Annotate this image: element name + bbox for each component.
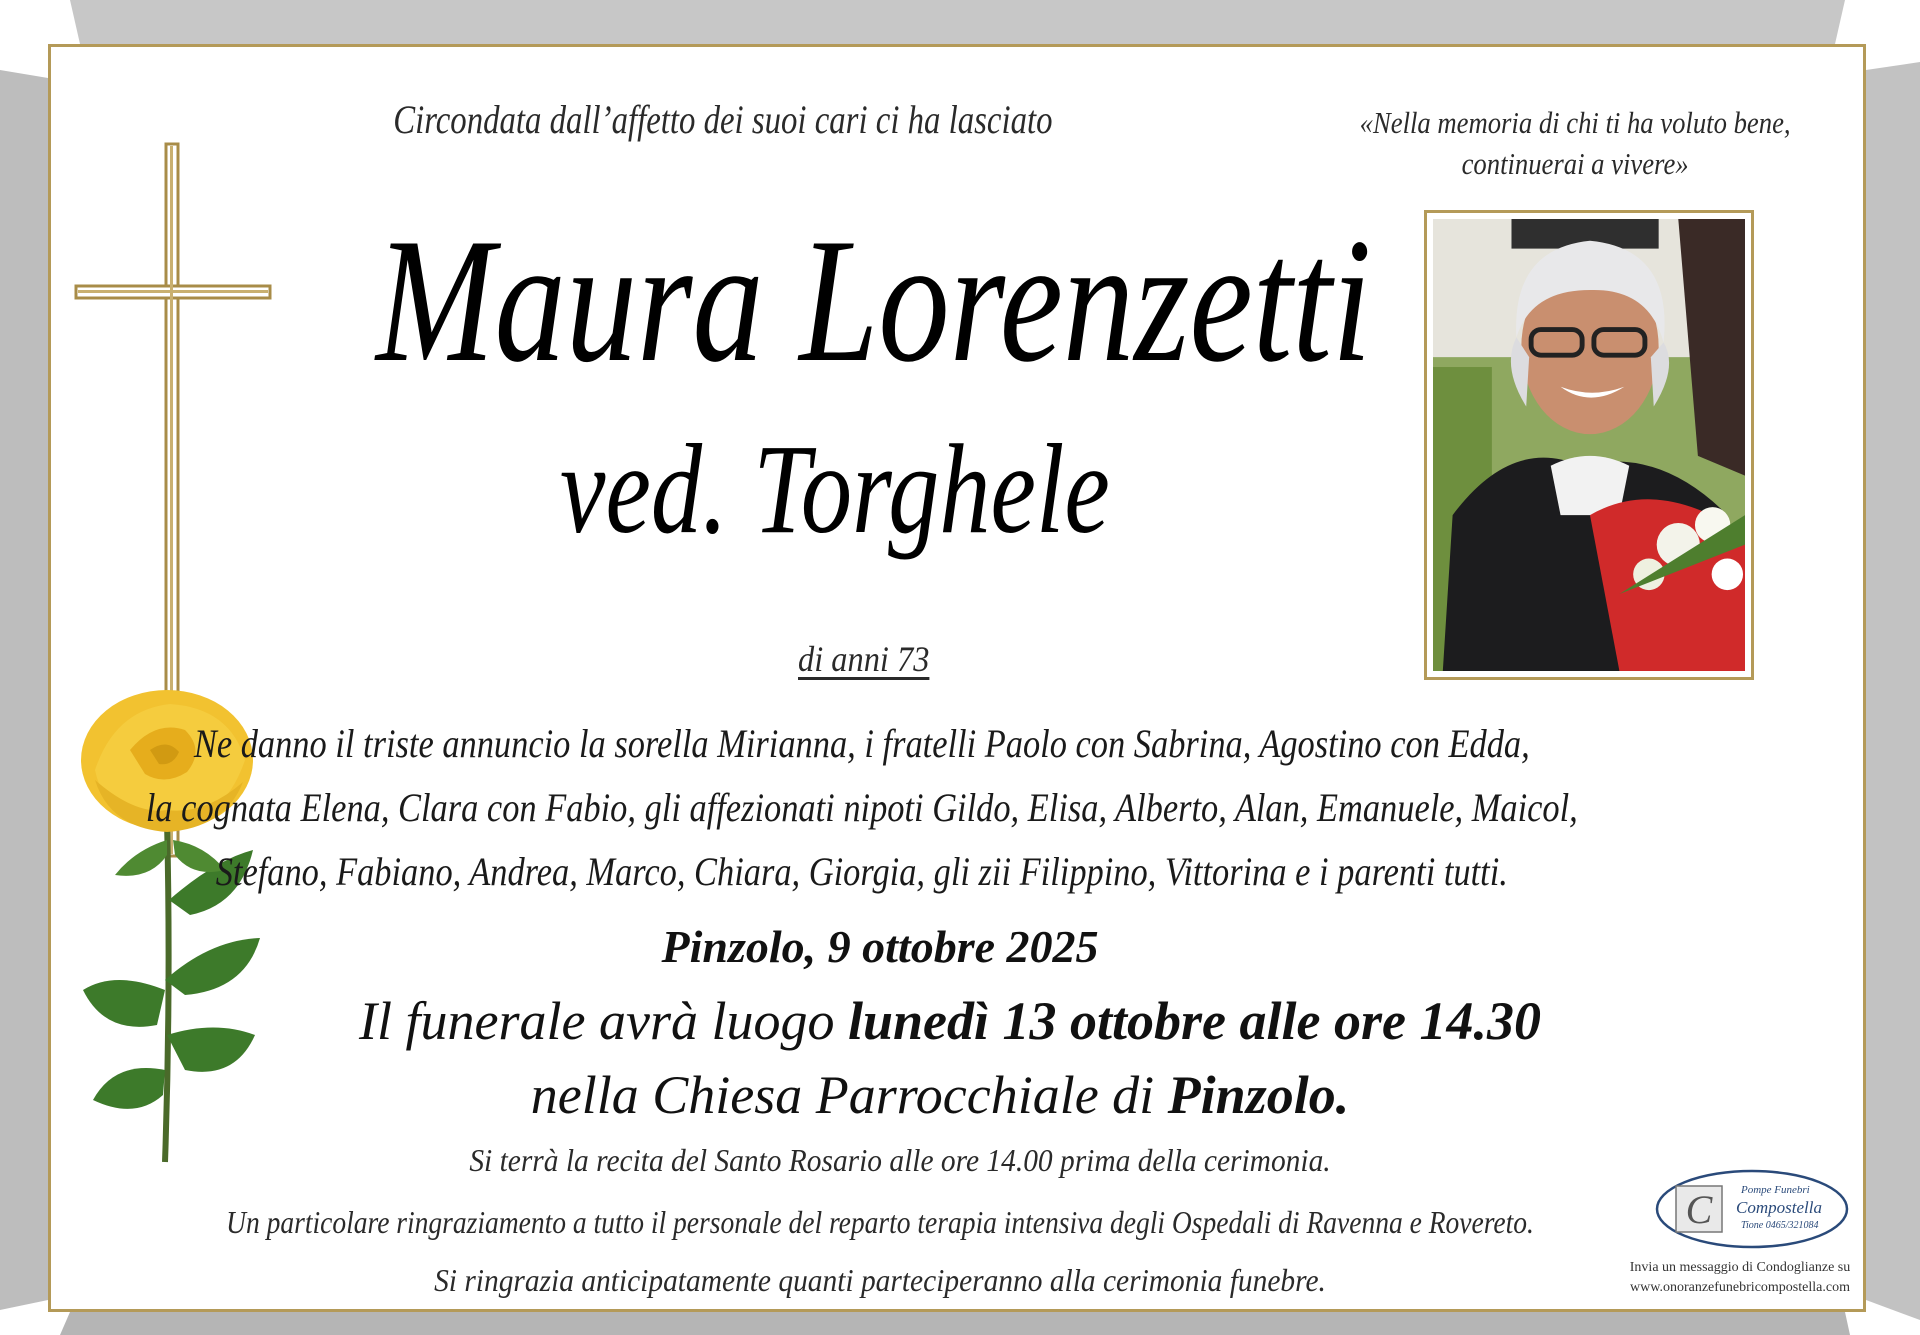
thanks-attendees: Si ringrazia anticipatamente quanti parteciperanno alla cerimonia funebre. [434, 1262, 1326, 1298]
funeral-line-1 [0, 990, 1910, 1052]
intro-text: Circondata dall’affetto dei suoi cari ci ha lasciato [393, 97, 1053, 142]
funeral-line-2 [0, 1064, 1900, 1126]
place-date: Pinzolo, 9 ottobre 2025 [661, 921, 1099, 972]
deceased-photo [1424, 210, 1754, 680]
funeral-date-time: lunedì 13 ottobre alle ore 14.30 [847, 991, 1541, 1051]
memorial-quote [1330, 102, 1820, 184]
funeral-line-2-prefix: nella Chiesa Parrocchiale di [530, 1065, 1168, 1125]
thanks-staff: Un particolare ringraziamento a tutto il personale del reparto terapia intensiva degli Ospedali di Ravenna e Rovereto. [226, 1204, 1534, 1240]
funeral-home-label: Pompe Funebri [1741, 1184, 1810, 1196]
rosary-note: Si terrà la recita del Santo Rosario alle ore 14.00 prima della cerimonia. [469, 1142, 1331, 1178]
portrait-image [1433, 219, 1745, 671]
announcement-line-2: la cognata Elena, Clara con Fabio, gli affezionati nipoti Gildo, Elisa, Alberto, Alan, Emanuele, Maicol, [145, 785, 1578, 830]
funeral-home-phone: Tione 0465/321084 [1741, 1220, 1819, 1231]
deceased-age: di anni 73 [798, 639, 930, 679]
funeral-location: Pinzolo. [1167, 1065, 1350, 1125]
quote-line-2: continuerai a vivere» [1461, 146, 1689, 181]
quote-line-1: «Nella memoria di chi ti ha voluto bene, [1359, 105, 1791, 140]
condolence-line-1: Invia un messaggio di Condoglianze su [1629, 1260, 1851, 1275]
svg-text:C: C [1685, 1187, 1713, 1232]
funeral-line-1-prefix: Il funerale avrà luogo [359, 991, 848, 1051]
announcement-line-1: Ne danno il triste annuncio la sorella Mirianna, i fratelli Paolo con Sabrina, Agostino con Edda, [193, 721, 1530, 766]
announcement-line-3: Stefano, Fabiano, Andrea, Marco, Chiara, Giorgia, gli zii Filippino, Vittorina e i parenti tutti. [215, 849, 1508, 894]
funeral-home-name: Compostella [1736, 1198, 1822, 1217]
condolence-link[interactable]: www.onoranzefunebricompostella.com [1630, 1280, 1850, 1295]
deceased-name: Maura Lorenzetti [376, 201, 1372, 399]
widow-name: ved. Torghele [560, 418, 1110, 560]
